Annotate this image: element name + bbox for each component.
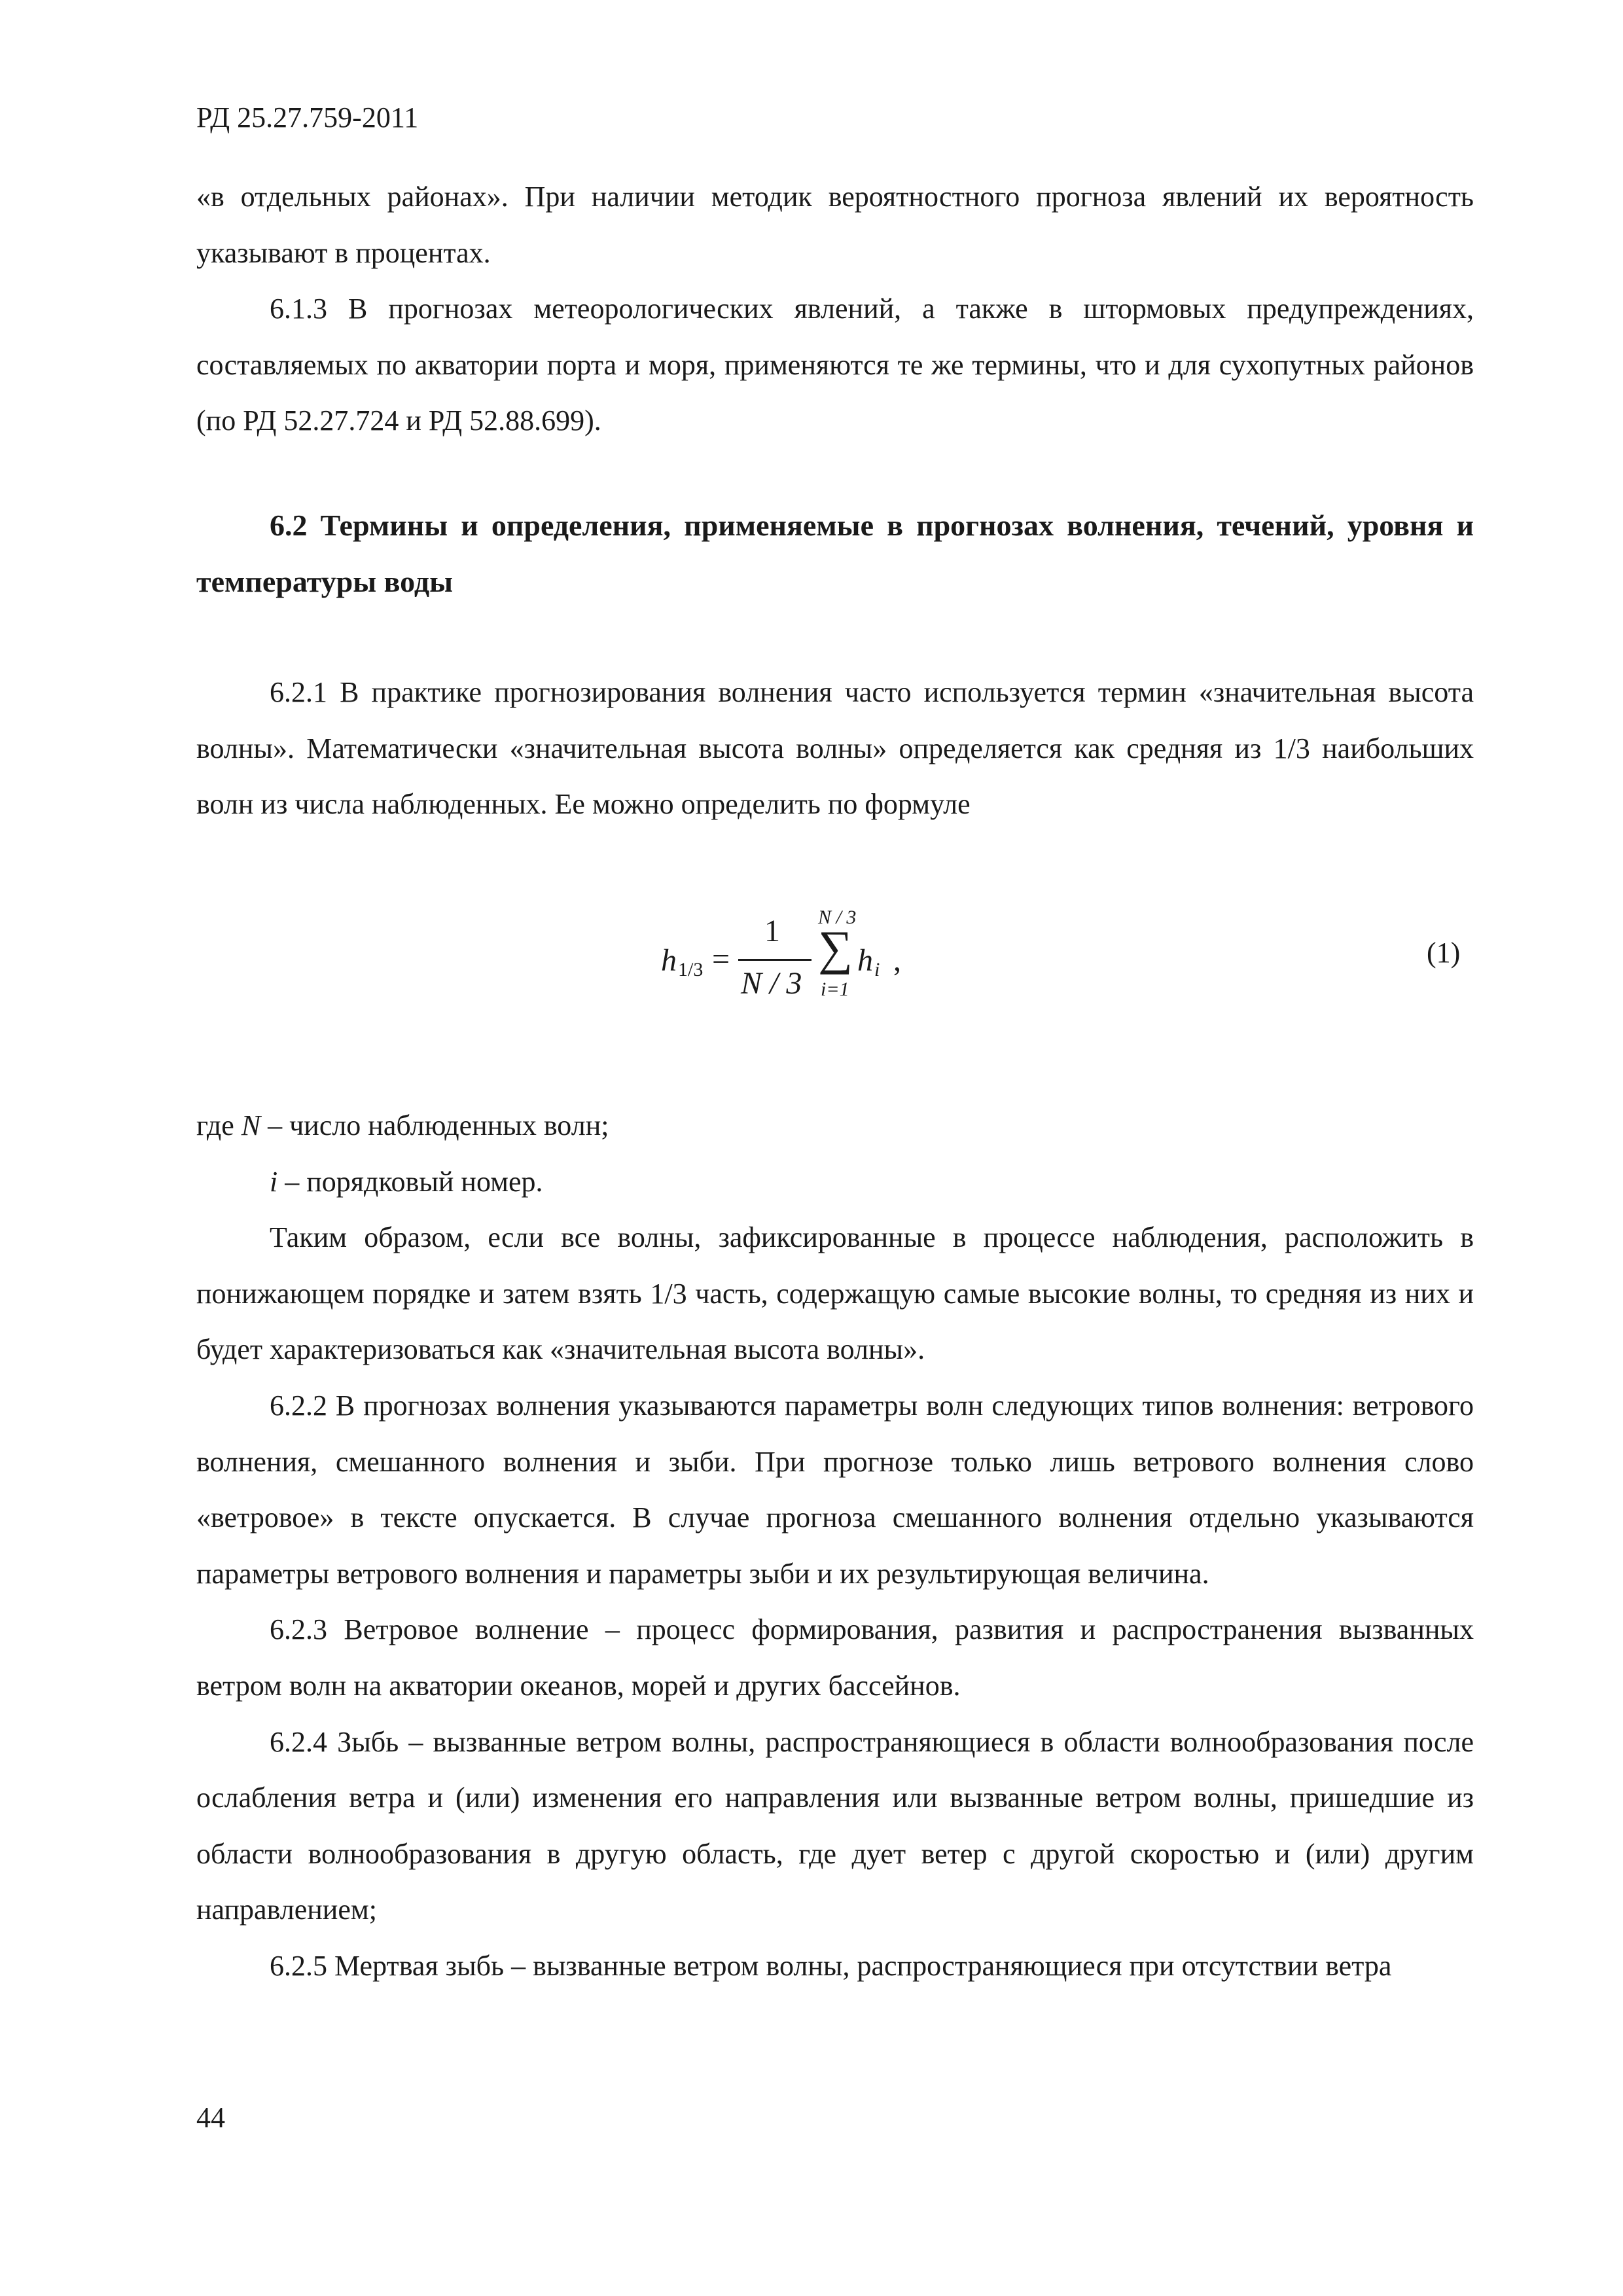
where-N-text: – число наблюденных волн; [260,1109,609,1141]
section-heading-6-2: 6.2 Термины и определения, применяемые в прогнозах волнения, течений, уровня и температуры воды [196,509,1474,598]
paragraph-6-1-3: 6.1.3 В прогнозах метеорологических явлений, а также в штормовых предупреждениях, составляемых по акватории порта и моря, применяются те же термины, что и для сухопутных районов (по РД 52.27.724 и РД 52.88.699). [196,293,1474,437]
formula-trailing-comma: , [893,943,901,978]
where-i-text: – порядковый номер. [277,1165,543,1198]
formula-lhs-symbol: h [661,943,677,978]
formula-sum-upper: N / 3 [818,906,857,928]
formula-term-symbol: h [857,943,873,978]
where-N-symbol: N [241,1109,261,1141]
where-line-N [196,1098,1474,1154]
page-number: 44 [196,2102,225,2134]
paragraph-continued: «в отдельных районах». При наличии методик вероятностного прогноза явлений их вероятность указывают в процентах. [196,181,1474,269]
formula-lhs-subscript: 1/3 [678,959,704,980]
paragraph-thus: Таким образом, если все волны, зафиксированные в процессе наблюдения, расположить в понижающем порядке и затем взять 1/3 часть, содержащую самые высокие волны, то средняя из них и будет характеризоваться как «значительная высота волны». [196,1221,1474,1366]
paragraph-6-2-3: 6.2.3 Ветровое волнение – процесс формирования, развития и распространения вызванных ветром волн на акватории океанов, морей и других бассейнов. [196,1613,1474,1702]
text-block-after-formula [196,1098,1474,1994]
where-prefix: где [196,1109,241,1141]
paragraph-6-2-1: 6.2.1 В практике прогнозирования волнения часто используется термин «значительная высота волны». Математически «значительная высота волны» определяется как средняя из 1/3 наибольших волн из числа наблюденных. Ее можно определить по формуле [196,676,1474,821]
formula-equals-sign: = [712,942,730,977]
paragraph-6-2-4: 6.2.4 Зыбь – вызванные ветром волны, распространяющиеся в области волнообразования после ослабления ветра и (или) изменения его направления или вызванные ветром волны, пришедшие из области волнообразования в другую область, где дует ветер с другой скоростью и (или) другим направлением; [196,1725,1474,1926]
formula-term-subscript: i [874,959,880,980]
where-i-symbol: i [270,1165,278,1198]
formula-numerator: 1 [764,914,780,948]
text-block-intro [196,169,1474,449]
sum-icon: ∑ [818,922,853,975]
paragraph-6-2-2: 6.2.2 В прогнозах волнения указываются параметры волн следующих типов волнения: ветрового волнения, смешанного волнения и зыби. При прогнозе только лишь ветрового волнения слово «ветровое» в тексте опускается. В случае прогноза смешанного волнения отдельно указываются параметры ветрового волнения и параметры зыби и их результирующая величина. [196,1389,1474,1590]
formula-sum-lower: i=1 [821,978,849,1000]
formula-denominator: N / 3 [741,966,802,1001]
paragraph-6-2-5: 6.2.5 Мертвая зыбь – вызванные ветром волны, распространяющиеся при отсутствии ветра [270,1949,1392,1982]
text-block-6-2-1 [196,664,1474,833]
formula-number: (1) [1427,937,1461,969]
formula-significant-wave-height [654,906,916,1024]
document-code-header: РД 25.27.759-2011 [196,101,419,134]
where-line-i [196,1154,1474,1210]
formula-fraction-bar [738,959,812,961]
